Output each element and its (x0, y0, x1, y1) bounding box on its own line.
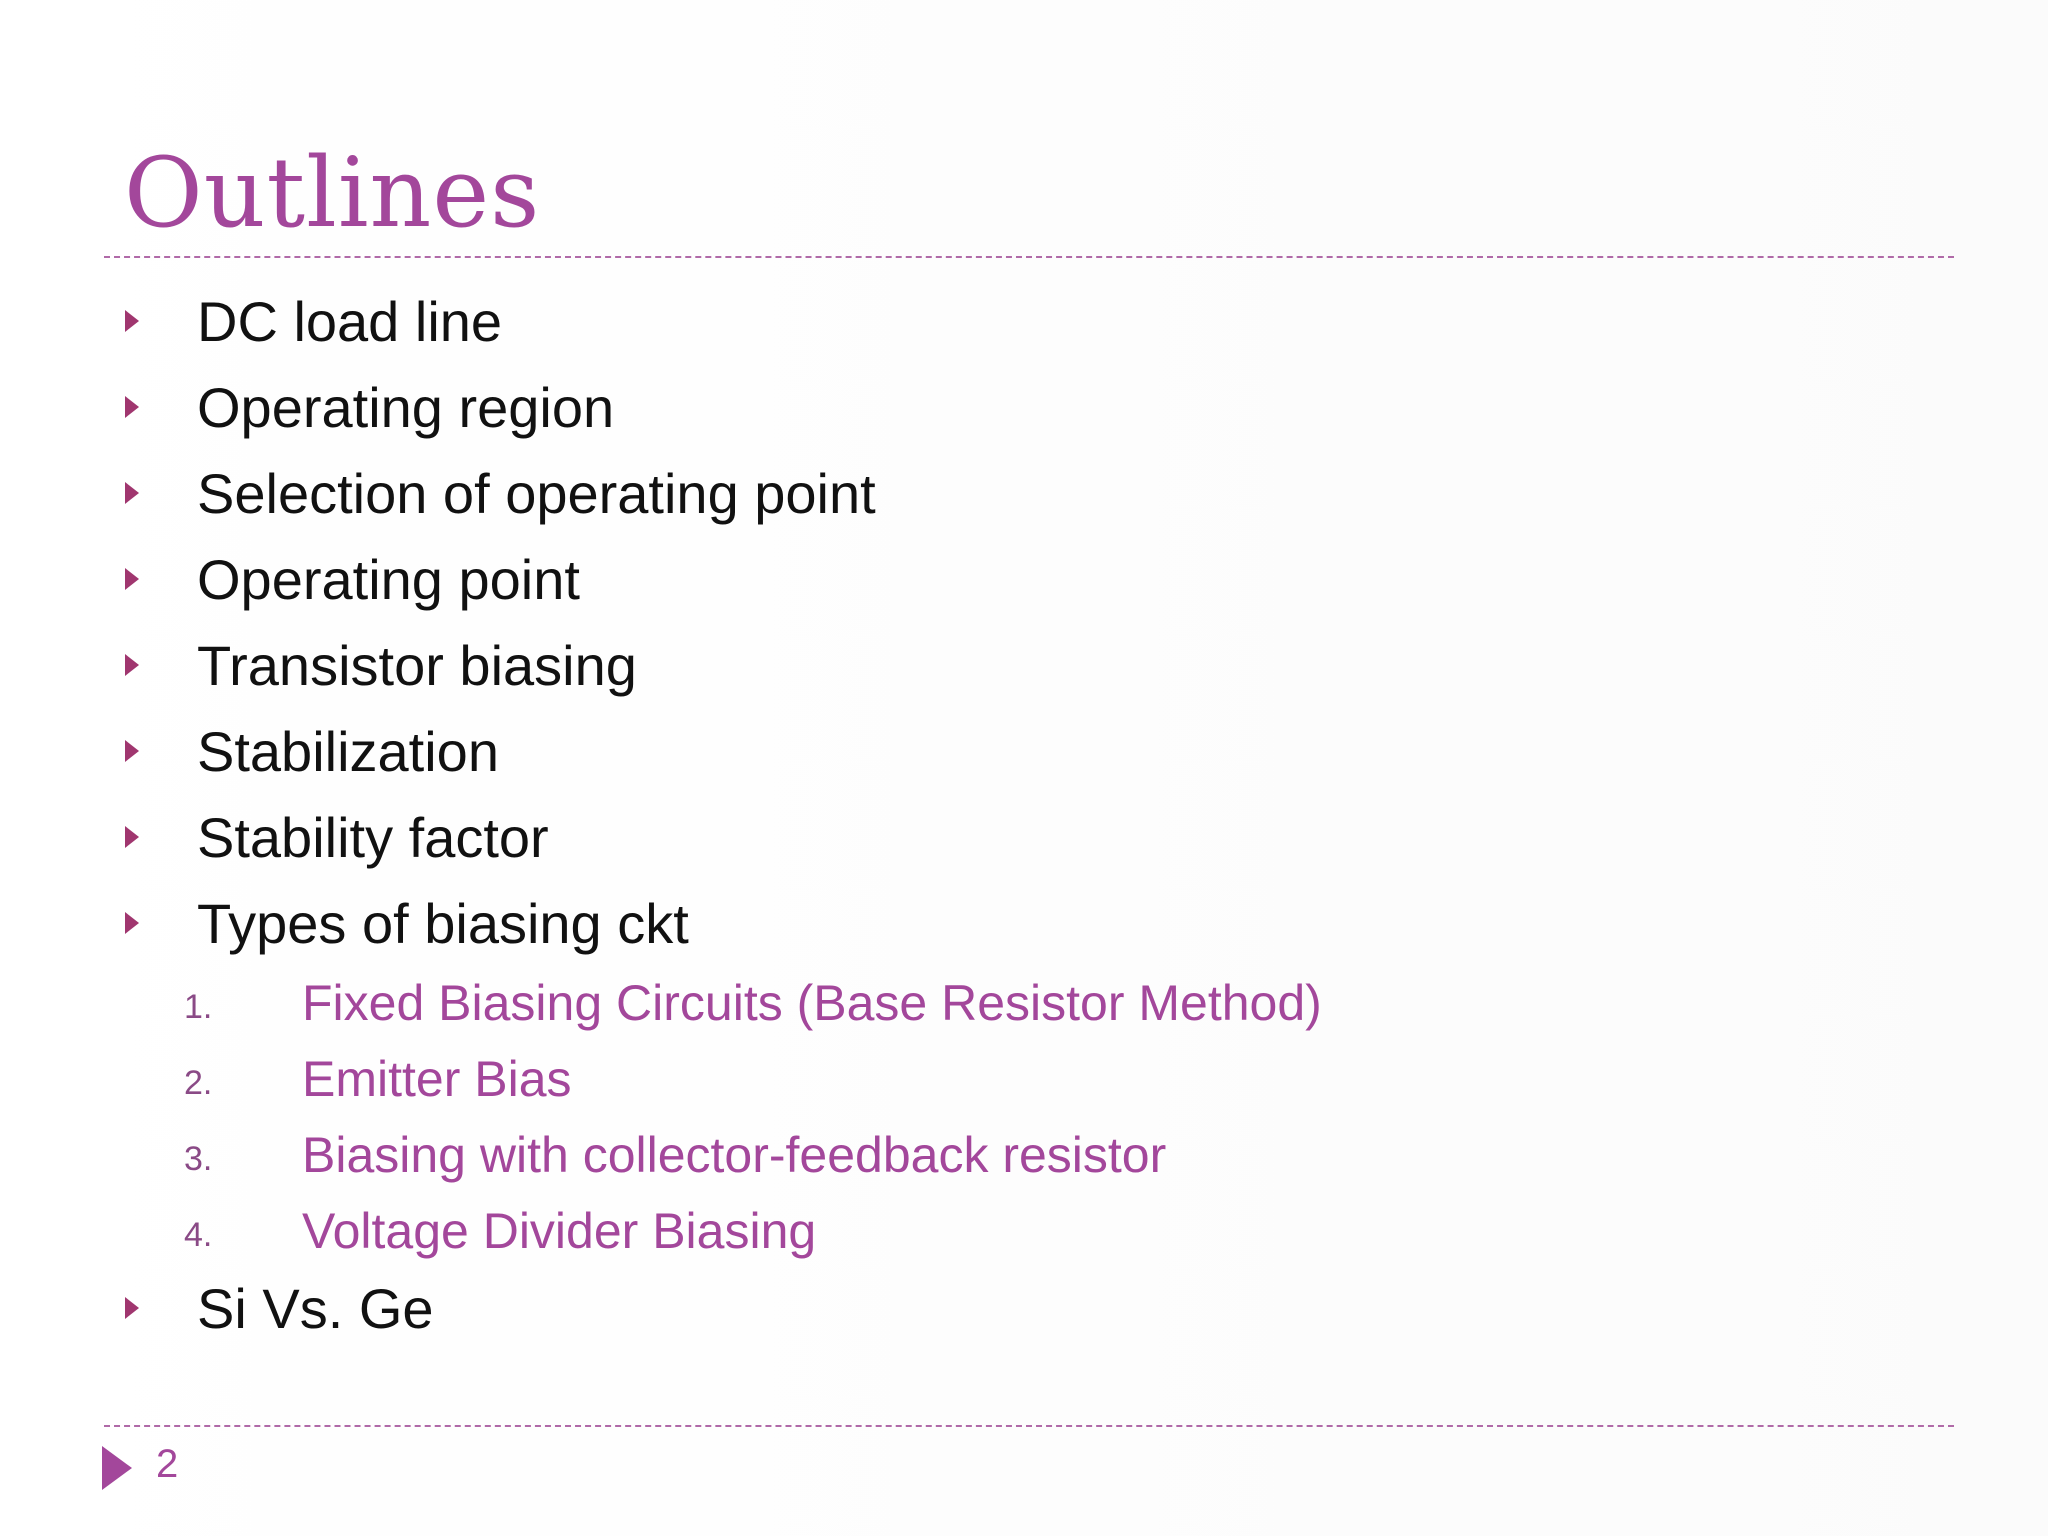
bullet-arrow-icon (125, 912, 139, 934)
footer-triangle-icon (102, 1446, 132, 1490)
sub-item-number: 3. (184, 1139, 213, 1178)
bullet-item (125, 711, 499, 791)
sub-list-item (184, 968, 1322, 1038)
bullet-label: Selection of operating point (197, 461, 876, 525)
sub-list-item (184, 1196, 816, 1266)
sub-item-number: 1. (184, 987, 213, 1026)
page-number: 2 (156, 1442, 179, 1486)
bullet-item (125, 625, 637, 705)
bullet-arrow-icon (125, 482, 139, 504)
bullet-label: DC load line (197, 289, 503, 353)
bullet-arrow-icon (125, 568, 139, 590)
sub-item-number: 4. (184, 1215, 213, 1254)
bullet-label: Operating region (197, 375, 615, 439)
bullet-label: Stabilization (197, 719, 499, 783)
bullet-label: Si Vs. Ge (197, 1276, 434, 1340)
bullet-arrow-icon (125, 654, 139, 676)
sub-list-item (184, 1044, 572, 1114)
bullet-item (125, 453, 876, 533)
sub-item-label: Biasing with collector-feedback resistor (302, 1127, 1167, 1183)
bullet-arrow-icon (125, 826, 139, 848)
sub-item-label: Emitter Bias (302, 1051, 572, 1107)
slide-title: Outlines (124, 137, 541, 249)
bullet-item (125, 1268, 434, 1348)
bullet-item (125, 367, 614, 447)
bullet-arrow-icon (125, 310, 139, 332)
bullet-arrow-icon (125, 396, 139, 418)
bullet-arrow-icon (125, 740, 139, 762)
bullet-label: Types of biasing ckt (197, 891, 689, 955)
bullet-arrow-icon (125, 1297, 139, 1319)
bullet-item (125, 281, 502, 361)
title-divider (104, 256, 1954, 258)
bullet-item (125, 539, 580, 619)
footer-divider (104, 1425, 1954, 1427)
bullet-label: Operating point (197, 547, 580, 611)
sub-item-number: 2. (184, 1063, 213, 1102)
sub-list-item (184, 1120, 1166, 1190)
bullet-item (125, 883, 689, 963)
sub-item-label: Fixed Biasing Circuits (Base Resistor Method) (302, 975, 1322, 1031)
sub-item-label: Voltage Divider Biasing (302, 1203, 817, 1259)
bullet-item (125, 797, 549, 877)
bullet-label: Stability factor (197, 805, 549, 869)
bullet-label: Transistor biasing (197, 633, 637, 697)
